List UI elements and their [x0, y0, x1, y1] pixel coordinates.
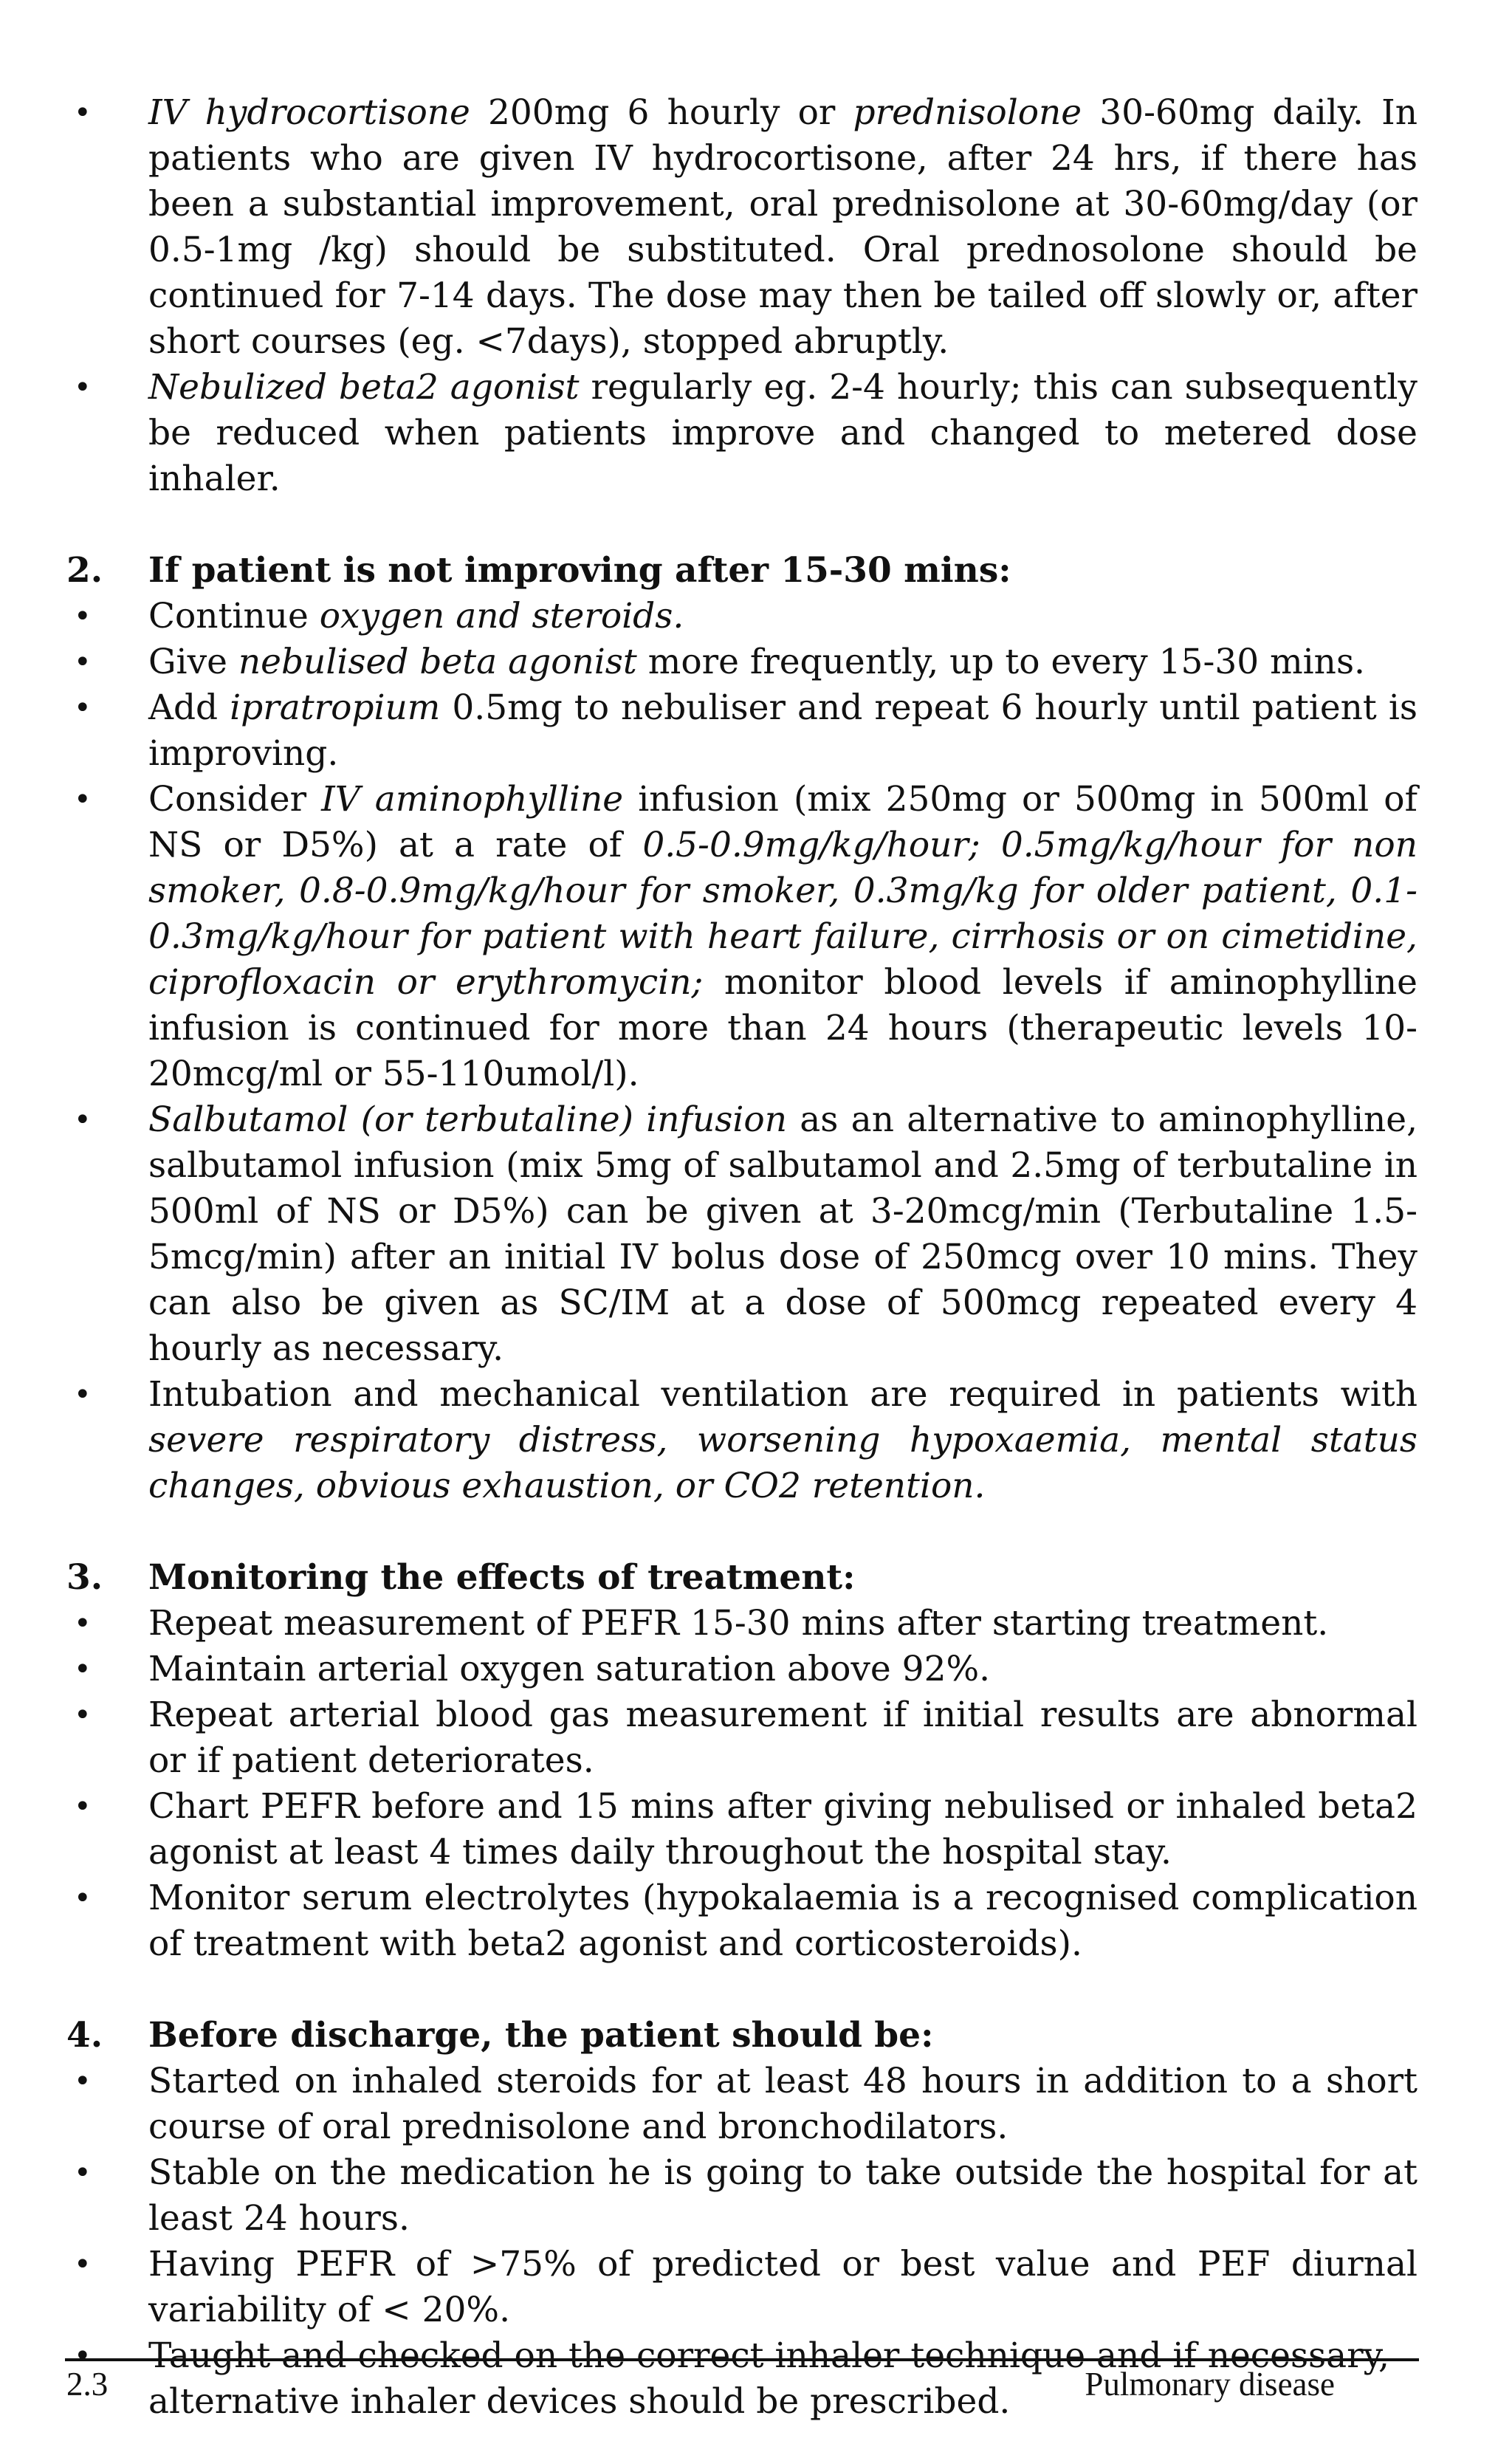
section-number: 3.: [66, 1557, 103, 1598]
bullet-text: Add: [148, 687, 230, 728]
bullet-nebulized-beta2: [66, 365, 1418, 502]
bullet-text: Consider: [148, 779, 322, 820]
emphasis-text: nebulised beta agonist: [238, 642, 637, 682]
page-number: 2.3: [66, 2366, 109, 2403]
bullet-text: Give: [148, 642, 238, 682]
bullet-text: Taught and checked on the correct inhaler technique and if necessary, alternative inhaler devices should be prescribed.: [148, 2335, 1389, 2422]
section-number: 4.: [66, 2015, 103, 2056]
list-item: [66, 777, 1418, 1097]
section-heading-text: Monitoring the effects of treatment:: [148, 1557, 856, 1598]
emphasis-text: IV aminophylline: [321, 779, 624, 820]
list-item: [66, 685, 1418, 777]
bullet-marker: •: [74, 1103, 92, 1137]
list-item: [66, 1647, 1418, 1692]
section-heading-3: [66, 1555, 1418, 1601]
bullet-text: Started on inhaled steroids for at least 48 hours in addition to a short course of oral prednisolone and bronchodilators.: [148, 2061, 1418, 2147]
list-item: [66, 2242, 1418, 2333]
emphasis-text: severe respiratory distress, worsening hypoxaemia, mental status changes, obvious exhaustion, or CO2 retention.: [148, 1420, 1418, 1506]
list-item: [66, 2150, 1418, 2242]
list-item: [66, 1692, 1418, 1784]
bullet-marker: •: [74, 691, 92, 725]
drug-name: prednisolone: [853, 92, 1082, 133]
bullet-text: Repeat measurement of PEFR 15-30 mins after starting treatment.: [148, 1603, 1329, 1644]
bullet-marker: •: [74, 2064, 92, 2098]
bullet-text: 200mg 6 hourly or: [470, 92, 853, 133]
list-item: [66, 2059, 1418, 2150]
bullet-marker: •: [74, 2156, 92, 2190]
list-item: [66, 639, 1418, 685]
bullet-marker: •: [74, 1881, 92, 1915]
bullet-text: Stable on the medication he is going to take outside the hospital for at least 24 hours.: [148, 2152, 1418, 2239]
list-item: [66, 1372, 1418, 1509]
spacer: [66, 1967, 1418, 2013]
bullet-marker: •: [74, 1790, 92, 1824]
drug-name: IV hydrocortisone: [148, 92, 470, 133]
emphasis-text: Salbutamol (or terbutaline) infusion: [148, 1099, 787, 1140]
section-heading-text: If patient is not improving after 15-30 mins:: [148, 550, 1011, 591]
spacer: [66, 1509, 1418, 1555]
bullet-marker: •: [74, 1698, 92, 1732]
list-item: [66, 1601, 1418, 1647]
section-heading-2: [66, 548, 1418, 594]
section-heading-4: [66, 2013, 1418, 2059]
page-footer: [66, 2361, 1412, 2407]
emphasis-text: ipratropium: [230, 687, 441, 728]
bullet-text: Intubation and mechanical ventilation are required in patients with: [148, 1374, 1418, 1415]
section-number: 2.: [66, 550, 103, 591]
list-item: [66, 1784, 1418, 1875]
bullet-marker: •: [74, 371, 92, 405]
bullet-text: Repeat arterial blood gas measurement if initial results are abnormal or if patient deteriorates.: [148, 1695, 1418, 1781]
list-item: [66, 1875, 1418, 1967]
list-item: [66, 594, 1418, 639]
dosage-emphasis-text: 0.5-0.9mg/kg/hour; 0.5mg/kg/hour for non smoker, 0.8-0.9mg/kg/hour for smoker, 0.3mg/kg for older patient, 0.1-0.3mg/kg/hour for patient with heart failure, cirrhosis or on cimetidine, ciprofloxacin or erythromycin;: [148, 825, 1418, 1003]
bullet-text: more frequently, up to every 15-30 mins.: [636, 642, 1366, 682]
bullet-text: infusion (mix 250mg or 500mg in 500ml of NS or D5%) at a rate of: [148, 779, 1418, 865]
bullet-marker: •: [74, 1652, 92, 1686]
drug-name: Nebulized beta2 agonist: [148, 367, 580, 408]
bullet-marker: •: [74, 600, 92, 634]
bullet-text: regularly eg. 2-4 hourly; this can subsequently be reduced when patients improve and changed to metered dose inhaler.: [148, 367, 1418, 499]
bullet-hydrocortisone: [66, 90, 1418, 365]
bullet-text: Monitor serum electrolytes (hypokalaemia is a recognised complication of treatment with beta2 agonist and corticosteroids).: [148, 1878, 1418, 1964]
list-item: [66, 1097, 1418, 1372]
bullet-marker: •: [74, 783, 92, 817]
bullet-marker: •: [74, 1378, 92, 1412]
spacer: [66, 502, 1418, 548]
bullet-text: Chart PEFR before and 15 mins after giving nebulised or inhaled beta2 agonist at least 4 times daily throughout the hospital stay.: [148, 1786, 1418, 1872]
bullet-marker: •: [74, 645, 92, 679]
section-title: Pulmonary disease: [1085, 2366, 1335, 2403]
bullet-text: Maintain arterial oxygen saturation above 92%.: [148, 1649, 991, 1689]
bullet-marker: •: [74, 96, 92, 130]
bullet-text: monitor blood levels if aminophylline infusion is continued for more than 24 hours (therapeutic levels 10-20mcg/ml or 55-110umol/l).: [148, 962, 1418, 1094]
section-heading-text: Before discharge, the patient should be:: [148, 2015, 934, 2056]
bullet-marker: •: [74, 1607, 92, 1641]
bullet-text: Having PEFR of >75% of predicted or best value and PEF diurnal variability of < 20%.: [148, 2244, 1418, 2330]
bullet-text: 30-60mg daily. In patients who are given IV hydrocortisone, after 24 hrs, if there has been a substantial improvement, oral prednisolone at 30-60mg/day (or 0.5-1mg /kg) should be substituted. Oral prednosolone should be continued for 7-14 days. The dose may then be tailed off slowly or, after short courses (eg. <7days), stopped abruptly.: [148, 92, 1418, 362]
page-content: [66, 90, 1418, 2425]
emphasis-text: oxygen and steroids.: [319, 596, 684, 636]
bullet-marker: •: [74, 2339, 92, 2373]
bullet-text: 0.5mg to nebuliser and repeat 6 hourly until patient is improving.: [148, 687, 1418, 774]
bullet-text: as an alternative to aminophylline, salbutamol infusion (mix 5mg of salbutamol and 2.5mg of terbutaline in 500ml of NS or D5%) can be given at 3-20mcg/min (Terbutaline 1.5-5mcg/min) after an initial IV bolus dose of 250mcg over 10 mins. They can also be given as SC/IM at a dose of 500mcg repeated every 4 hourly as necessary.: [148, 1099, 1418, 1369]
bullet-marker: •: [74, 2248, 92, 2282]
bullet-text: Continue: [148, 596, 320, 636]
